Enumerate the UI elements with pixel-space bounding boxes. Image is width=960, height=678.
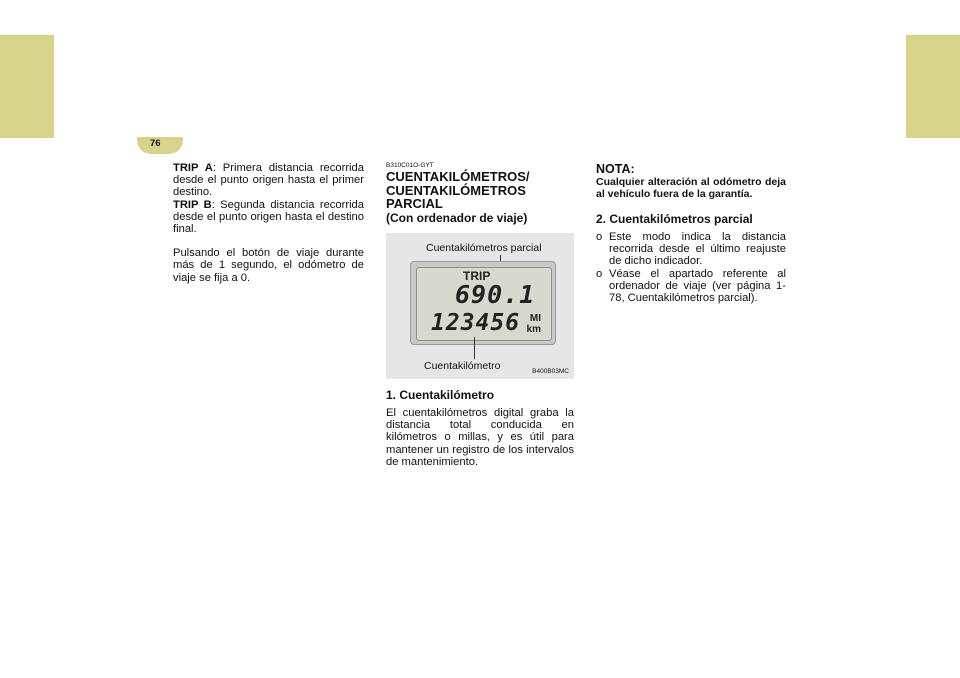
note-title: NOTA: <box>596 162 635 176</box>
bullet-mark: o <box>596 267 603 280</box>
list-item <box>596 231 786 268</box>
trip-b-text: : Segunda distancia recorrida desde el punto origen hasta el destino final. <box>173 198 364 236</box>
section-code: B310C01O-GYT <box>386 162 434 169</box>
section-1 <box>386 388 574 468</box>
reset-paragraph: Pulsando el botón de viaje durante más de 1 segundo, el odómetro de viaje se fija a 0. <box>173 247 364 284</box>
figure-caption-odometer: Cuentakilómetro <box>424 360 501 372</box>
lcd-unit-km: km <box>526 324 541 335</box>
lcd-display <box>416 267 552 341</box>
section-subheading: (Con ordenador de viaje) <box>386 210 528 225</box>
lcd-trip-label: TRIP <box>463 269 491 283</box>
lcd-bezel <box>410 261 556 345</box>
section-heading: CUENTAKILÓMETROS/ CUENTAKILÓMETROS PARCIAL <box>386 169 530 211</box>
lcd-trip-value: 690.1 <box>455 280 536 309</box>
bullet-mark: o <box>596 231 603 243</box>
leader-line-odometer <box>474 337 475 359</box>
list-item-text: Este modo indica la distancia recorrida desde el último reajuste de dicho indicador. <box>609 231 786 268</box>
column-left <box>173 162 364 284</box>
column-middle <box>386 162 574 225</box>
figure-code: B400B03MC <box>532 368 569 375</box>
trip-a-paragraph <box>173 162 364 199</box>
list-item-text: Véase el apartado referente al ordenador de viaje (ver página 1-78, Cuentakilómetros parcial). <box>609 267 786 305</box>
chapter-number: 1 <box>151 108 163 130</box>
odometer-figure <box>386 233 574 379</box>
page-number: 76 <box>150 138 161 149</box>
note-text: Cualquier alteración al odómetro deja al vehículo fuera de la garantía. <box>596 176 786 200</box>
trip-a-text: : Primera distancia recorrida desde el punto origen hasta el primer destino. <box>173 162 364 199</box>
list-item <box>596 268 786 305</box>
trip-b-label: TRIP B <box>173 198 212 211</box>
trip-b-paragraph <box>173 199 364 236</box>
section-1-title: 1. Cuentakilómetro <box>386 388 495 402</box>
chapter-title: COMPONENTES DE SU HYUNDAI <box>165 114 307 124</box>
lcd-unit-mi: MI <box>529 313 541 324</box>
trip-a-label: TRIP A <box>173 162 213 174</box>
section-2-title: 2. Cuentakilómetros parcial <box>596 212 753 226</box>
figure-caption-trip: Cuentakilómetros parcial <box>426 242 542 254</box>
section-1-text: El cuentakilómetros digital graba la distancia total conducida en kilómetros o millas, y es útil para mantener un registro de los intervalos de mantenimiento. <box>386 407 574 468</box>
column-right <box>596 162 786 304</box>
lcd-odometer-value: 123456 <box>431 310 521 336</box>
